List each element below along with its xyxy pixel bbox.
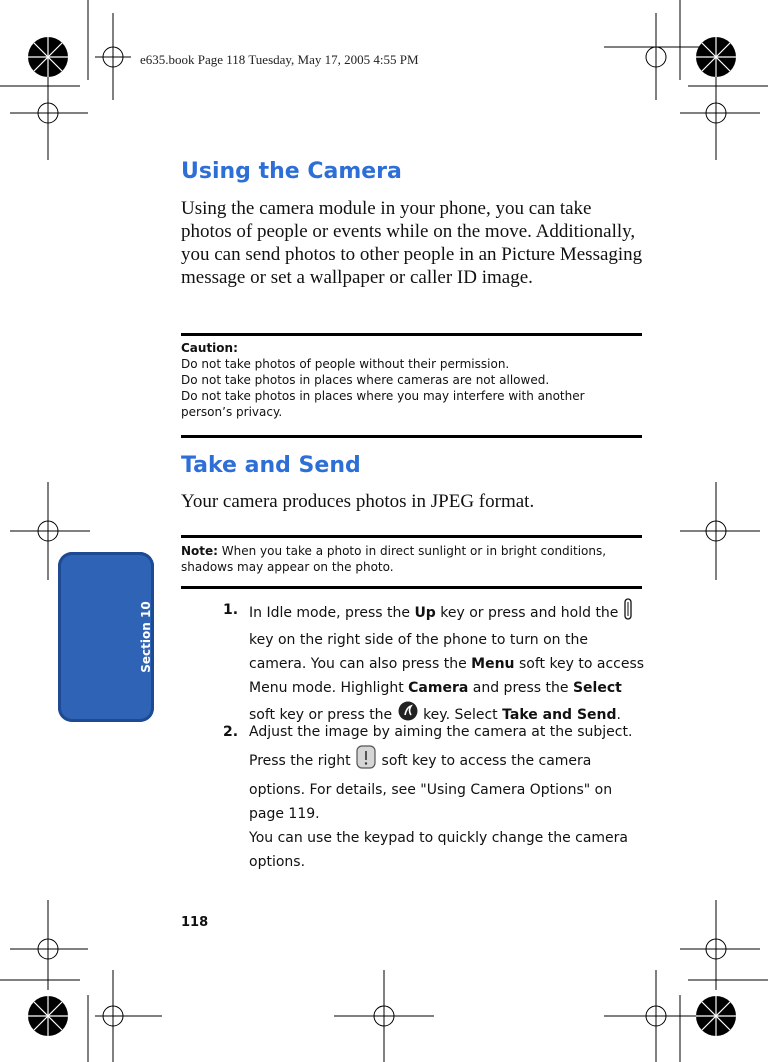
step-text-run: In Idle mode, press the [249,605,415,621]
book-header-info: e635.book Page 118 Tuesday, May 17, 2005 4:55 PM [140,52,419,67]
step-number: 2. [223,724,239,740]
step-keyword: Menu [471,656,515,672]
step-number: 1. [223,602,239,618]
step-keyword: Camera [408,680,469,696]
step-text-run: Adjust the image by aiming the camera at the subject. Press the right [249,724,633,769]
note-top-rule [181,535,642,538]
right-soft-key-icon [355,744,377,778]
step-keyword: Take and Send [502,707,617,723]
section-title-using-camera: Using the Camera [181,159,402,184]
step-text-run: key on the right side of the phone to turn on the camera. You can also press the [249,632,588,672]
step-text-run: You can use the keypad to quickly change the camera options. [249,830,628,870]
step-2-text [249,720,649,874]
caution-line: Do not take photos of people without their permission. [181,357,510,371]
camera-side-key-icon [623,598,633,628]
page-number: 118 [181,915,209,930]
caution-label: Caution: [181,341,238,355]
section-intro-paragraph: Using the camera module in your phone, you can take photos of people or events while on the move. Additionally, you can send photos to other people in an Picture Messaging message or set a wallpaper or caller ID image. [181,198,643,288]
step-text-run: . [616,707,621,723]
step-1-text [249,598,649,730]
note-text: When you take a photo in direct sunlight or in bright conditions, shadows may appear on the photo. [181,544,607,574]
step-keyword: Up [414,605,436,621]
step-text-run: soft key to access the camera options. For details, see "Using Camera Options" on page 119. [249,753,613,822]
step-text-run: soft key to access Menu mode. Highlight [249,656,645,696]
section-title-take-and-send: Take and Send [181,453,361,478]
note-bottom-rule [181,586,642,589]
section-side-tab [58,552,154,722]
caution-bottom-rule [181,435,642,438]
step-text-run: key or press and hold the [435,605,623,621]
caution-top-rule [181,333,642,336]
step-text-run: soft key or press the [249,707,397,723]
step-keyword: Select [572,680,622,696]
section-tab-label: Section 10 [139,601,153,673]
note-block [181,543,641,575]
caution-block [181,340,641,420]
step-text-run: and press the [468,680,573,696]
caution-line: Do not take photos in places where cameras are not allowed. [181,373,550,387]
section-body-jpeg: Your camera produces photos in JPEG format. [181,491,535,512]
caution-line: Do not take photos in places where you may interfere with another person’s privacy. [181,389,585,419]
step-text-run: key. Select [418,707,503,723]
note-label: Note: [181,544,218,558]
